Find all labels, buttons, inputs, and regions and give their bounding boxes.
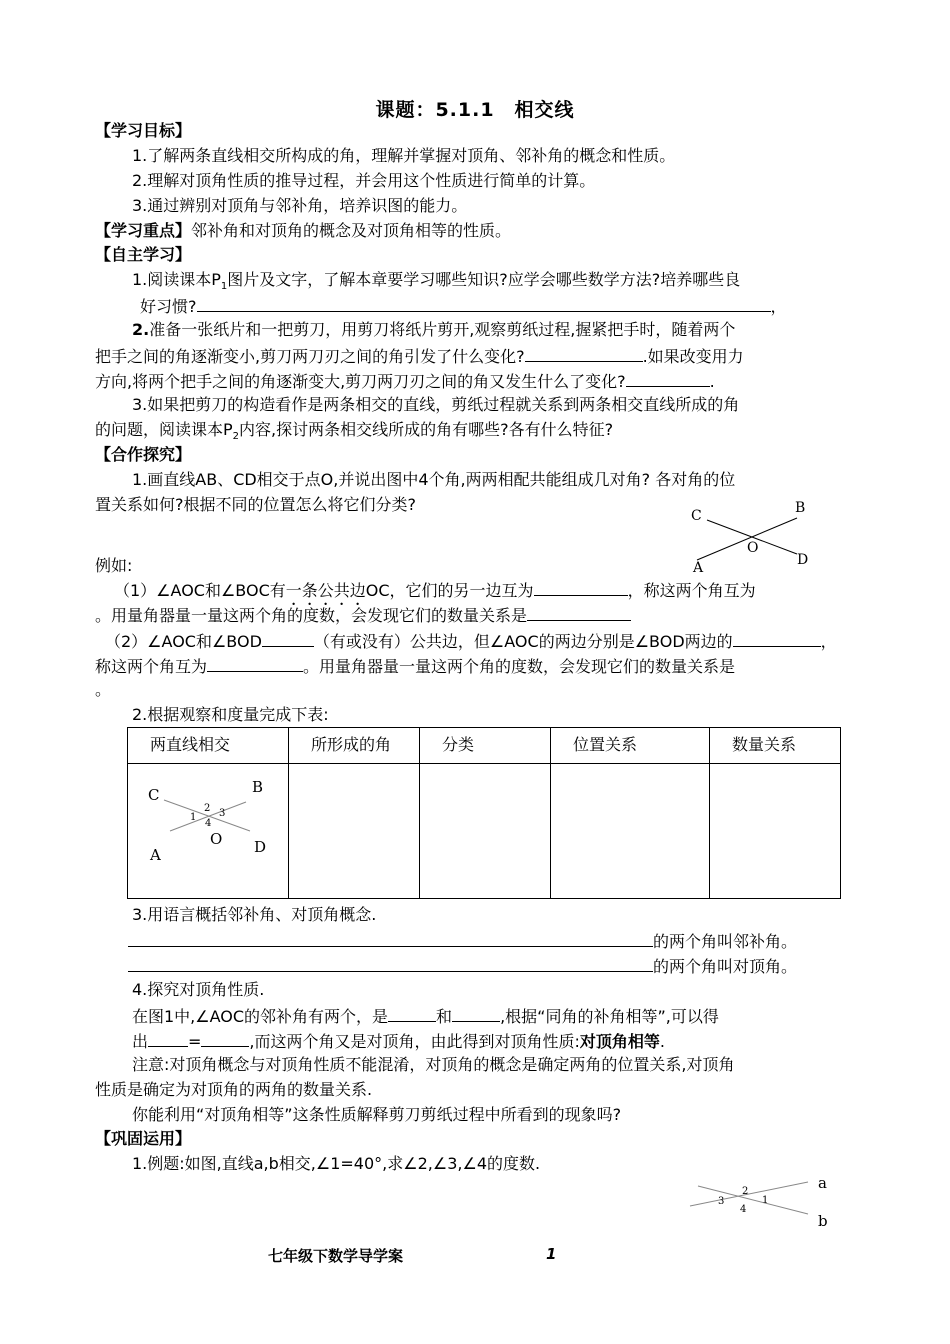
figure-lines-a-b	[680, 1168, 840, 1234]
text: 和	[436, 1007, 453, 1026]
text: 的两个角叫邻补角。	[653, 932, 798, 951]
label-a: a	[818, 1174, 827, 1192]
text: 准备一张纸片和一把剪刀，用剪刀将纸片剪开,观察剪纸过程,握紧把手时，随着两个	[149, 320, 736, 339]
self-study-q3-line1: 3.如果把剪刀的构造看作是两条相交的直线，剪纸过程就关系到两条相交直线所成的角	[132, 395, 740, 414]
table-header-cell: 数量关系	[710, 728, 841, 764]
answer-blank[interactable]	[388, 1004, 436, 1022]
emphasis-text: 一条公共边	[285, 581, 366, 600]
example-2-line1	[105, 629, 837, 653]
table-header-cell: 分类	[420, 728, 551, 764]
cooperate-q4-line2	[132, 1029, 665, 1053]
subscript: 2	[232, 431, 240, 443]
answer-blank[interactable]	[452, 1004, 500, 1022]
label-b: b	[818, 1212, 828, 1230]
text: ，	[770, 297, 787, 316]
focus-line	[95, 220, 511, 242]
text: 的问题，阅读课本P	[95, 420, 233, 439]
label-b: B	[795, 500, 806, 516]
objective-item: 3.通过辨别对顶角与邻补角，培养识图的能力。	[132, 196, 468, 215]
label-angle-2: 2	[742, 1186, 749, 1197]
text: 2.	[132, 320, 150, 339]
text: 把手之间的角逐渐变小,剪刀两刀刃之间的角引发了什么变化?	[95, 347, 525, 366]
cooperate-heading: 【合作探究】	[95, 445, 192, 464]
text: 在图1中,∠AOC的邻补角有两个，是	[132, 1007, 389, 1026]
cooperate-q1-line2: 置关系如何?根据不同的位置怎么将它们分类?	[95, 495, 416, 514]
table-cell[interactable]	[551, 764, 710, 899]
table-header-cell: 所形成的角	[289, 728, 420, 764]
text: 方向,将两个把手之间的角逐渐变大,剪刀两刀刃之间的角又发生什么了变化?	[95, 372, 626, 391]
focus-text: 邻补角和对顶角的概念及对顶角相等的性质。	[191, 221, 512, 240]
text: =	[188, 1032, 202, 1051]
table-cell[interactable]	[289, 764, 420, 899]
answer-blank[interactable]	[148, 1029, 188, 1047]
label-b: B	[252, 778, 264, 796]
example-label: 例如:	[95, 556, 133, 575]
self-study-q2-line1	[132, 319, 735, 341]
label-a: A	[693, 560, 704, 576]
self-study-heading: 【自主学习】	[95, 245, 192, 264]
subscript: 1	[220, 281, 228, 293]
cooperate-q4-line1	[132, 1004, 719, 1028]
self-study-q2-line2	[95, 344, 744, 368]
line-b	[698, 1186, 808, 1214]
focus-heading: 【学习重点】	[95, 221, 192, 240]
cooperate-q3: 3.用语言概括邻补角、对顶角概念.	[132, 905, 377, 924]
text: 内容,探讨两条相交线所成的角有哪些?各有什么特征?	[239, 420, 614, 439]
label-a: A	[150, 846, 161, 864]
label-angle-4: 4	[205, 818, 212, 829]
text: 。用量角器量一量这两个角的度数，会发现它们的数量关系是	[95, 606, 528, 625]
answer-blank[interactable]	[207, 654, 303, 672]
answer-blank[interactable]	[262, 629, 314, 647]
label-c: C	[691, 508, 702, 524]
cooperate-q4: 4.探究对顶角性质.	[132, 980, 265, 999]
text: .	[659, 1032, 666, 1051]
objectives-heading: 【学习目标】	[95, 121, 192, 140]
table-row	[128, 764, 841, 899]
text: 1.阅读课本P	[132, 270, 221, 289]
text: .	[709, 372, 715, 391]
label-c: C	[148, 786, 160, 804]
text: ，	[820, 632, 837, 651]
label-angle-1: 1	[762, 1195, 769, 1206]
self-study-q1-line2	[140, 294, 787, 318]
table-header-cell: 两直线相交	[128, 728, 289, 764]
label-angle-4: 4	[740, 1204, 747, 1215]
label-d: D	[254, 838, 267, 856]
label-o: O	[747, 540, 759, 556]
label-angle-2: 2	[204, 803, 211, 814]
text: （有或没有）公共边，但∠AOC的两边分别是∠BOD两边的	[313, 632, 733, 651]
table-header-cell: 位置关系	[551, 728, 710, 764]
example-2-line2	[95, 654, 735, 678]
objective-item: 2.理解对顶角性质的推导过程，并会用这个性质进行简单的计算。	[132, 171, 596, 190]
text: 出	[132, 1032, 149, 1051]
text: .如果改变用力	[642, 347, 744, 366]
adjacent-supplementary-definition	[128, 929, 797, 953]
label-o: O	[210, 830, 223, 848]
figure-intersecting-lines-2	[128, 764, 288, 898]
text: OC，它们的另一边互为	[365, 581, 534, 600]
line-a	[690, 1182, 808, 1206]
objective-item: 1.了解两条直线相交所构成的角，理解并掌握对顶角、邻补角的概念和性质。	[132, 146, 676, 165]
note-line2: 性质是确定为对顶角的两角的数量关系.	[95, 1080, 373, 1099]
answer-blank[interactable]	[128, 954, 653, 972]
bold-text: 对顶角相等	[579, 1032, 660, 1051]
cooperate-q2: 2.根据观察和度量完成下表:	[132, 705, 329, 724]
label-angle-3: 3	[219, 808, 226, 819]
answer-blank[interactable]	[525, 344, 643, 362]
answer-blank[interactable]	[201, 1029, 249, 1047]
consolidate-q1: 1.例题:如图,直线a,b相交,∠1=40°,求∠2,∠3,∠4的度数.	[132, 1154, 541, 1173]
page-number: 1	[546, 1245, 557, 1263]
answer-blank[interactable]	[197, 294, 771, 312]
text: （1）∠AOC和∠BOC有	[114, 581, 286, 600]
note-line1: 注意:对顶角概念与对顶角性质不能混淆，对顶角的概念是确定两角的位置关系,对顶角	[132, 1055, 735, 1074]
page-title: 课题：5.1.1 相交线	[375, 99, 575, 121]
scissors-question: 你能利用“对顶角相等”这条性质解释剪刀剪纸过程中所看到的现象吗?	[132, 1105, 622, 1124]
text: ，称这两个角互为	[627, 581, 756, 600]
example-1-line2	[95, 603, 631, 627]
label-angle-3: 3	[718, 1196, 725, 1207]
observation-table	[127, 727, 841, 899]
label-angle-1: 1	[190, 812, 197, 823]
self-study-q2-line3	[95, 369, 715, 393]
text: ,而这两个角又是对顶角，由此得到对顶角性质:	[249, 1032, 580, 1051]
consolidate-heading: 【巩固运用】	[95, 1129, 192, 1148]
answer-blank[interactable]	[128, 929, 653, 947]
text: 称这两个角互为	[95, 657, 208, 676]
label-d: D	[797, 552, 809, 568]
text: （2）∠AOC和∠BOD	[105, 632, 262, 651]
example-2-line3: 。	[95, 680, 112, 699]
answer-blank[interactable]	[527, 603, 631, 621]
answer-blank[interactable]	[626, 369, 710, 387]
footer-title: 七年级下数学导学案	[268, 1247, 404, 1265]
text: 。用量角器量一量这两个角的度数，会发现它们的数量关系是	[303, 657, 736, 676]
answer-blank[interactable]	[733, 629, 821, 647]
table-header-row	[128, 728, 841, 764]
table-figure-cell	[128, 764, 289, 899]
vertical-angles-definition	[128, 954, 797, 978]
table-cell[interactable]	[420, 764, 551, 899]
text: ,根据“同角的补角相等”,可以得	[500, 1007, 719, 1026]
cooperate-q1-line1: 1.画直线AB、CD相交于点O,并说出图中4个角,两两相配共能组成几对角? 各对角的位	[132, 470, 736, 489]
answer-blank[interactable]	[534, 578, 628, 596]
text: 图片及文字，了解本章要学习哪些知识?应学会哪些数学方法?培养哪些良	[227, 270, 741, 289]
text: 的两个角叫对顶角。	[653, 957, 798, 976]
text: 好习惯?	[140, 297, 197, 316]
table-cell[interactable]	[710, 764, 841, 899]
figure-intersecting-lines-1	[685, 494, 825, 576]
